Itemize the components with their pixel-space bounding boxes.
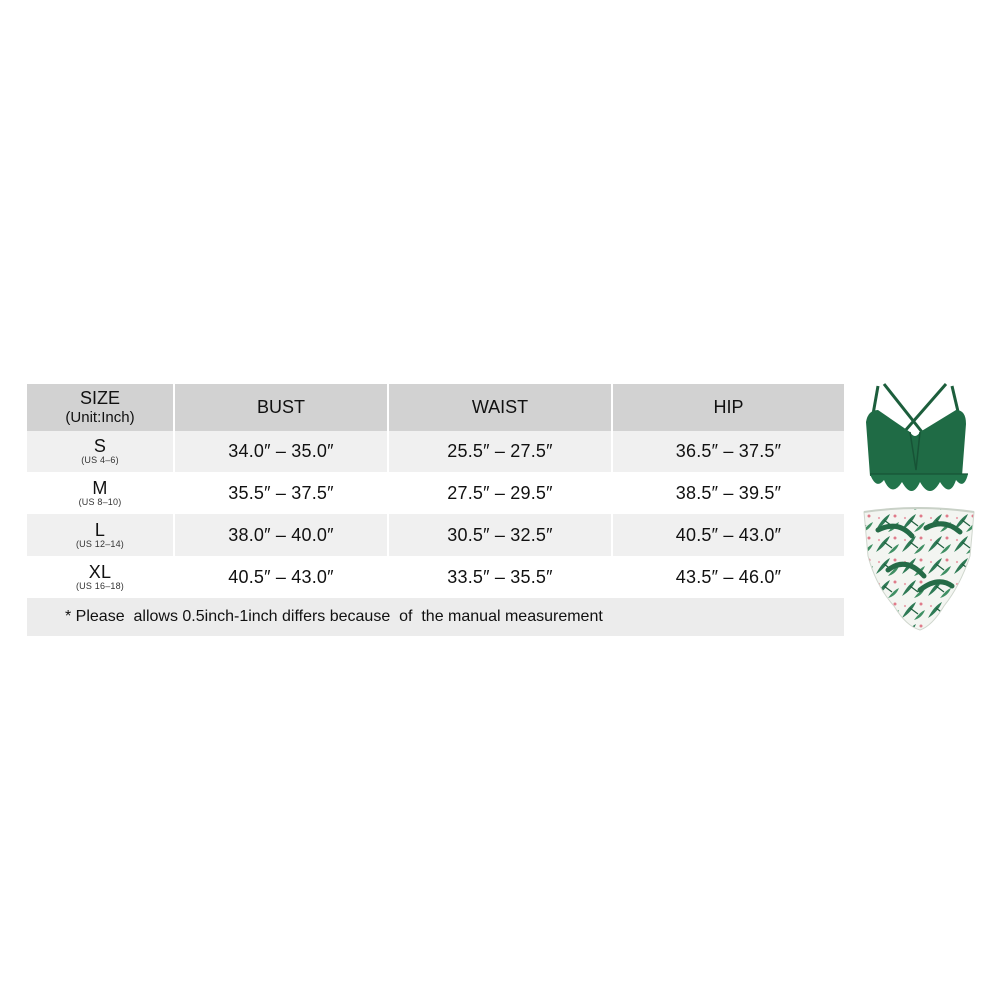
bust-cell: 34.0″ – 35.0″ [175,431,387,472]
size-name: L [94,519,106,540]
swimsuit-icon [848,380,988,640]
us-size: (US 8–10) [78,496,122,507]
header-bust: BUST [175,384,387,431]
bust-cell: 40.5″ – 43.0″ [175,556,387,598]
unit-label: (Unit:Inch) [65,408,135,426]
size-name: XL [88,561,112,582]
bust-cell: 35.5″ – 37.5″ [175,472,387,514]
size-cell-xl [27,556,173,598]
size-cell-s [27,431,173,472]
hip-cell: 38.5″ – 39.5″ [613,472,844,514]
bust-cell: 38.0″ – 40.0″ [175,514,387,556]
size-name: M [92,477,108,498]
us-size: (US 16–18) [75,580,125,591]
waist-cell: 25.5″ – 27.5″ [389,431,611,472]
size-label: SIZE [79,387,120,408]
us-size: (US 4–6) [81,455,119,465]
header-hip: HIP [613,384,844,431]
hip-cell: 36.5″ – 37.5″ [613,431,844,472]
header-size [27,384,173,431]
us-size: (US 12–14) [75,538,125,549]
size-cell-m [27,472,173,514]
measurement-note: * Please allows 0.5inch-1inch differs because of the manual measurement [27,598,844,636]
waist-cell: 30.5″ – 32.5″ [389,514,611,556]
size-name: S [93,436,107,456]
header-waist: WAIST [389,384,611,431]
hip-cell: 40.5″ – 43.0″ [613,514,844,556]
waist-cell: 33.5″ – 35.5″ [389,556,611,598]
waist-cell: 27.5″ – 29.5″ [389,472,611,514]
hip-cell: 43.5″ – 46.0″ [613,556,844,598]
size-cell-l [27,514,173,556]
size-chart [27,384,844,636]
